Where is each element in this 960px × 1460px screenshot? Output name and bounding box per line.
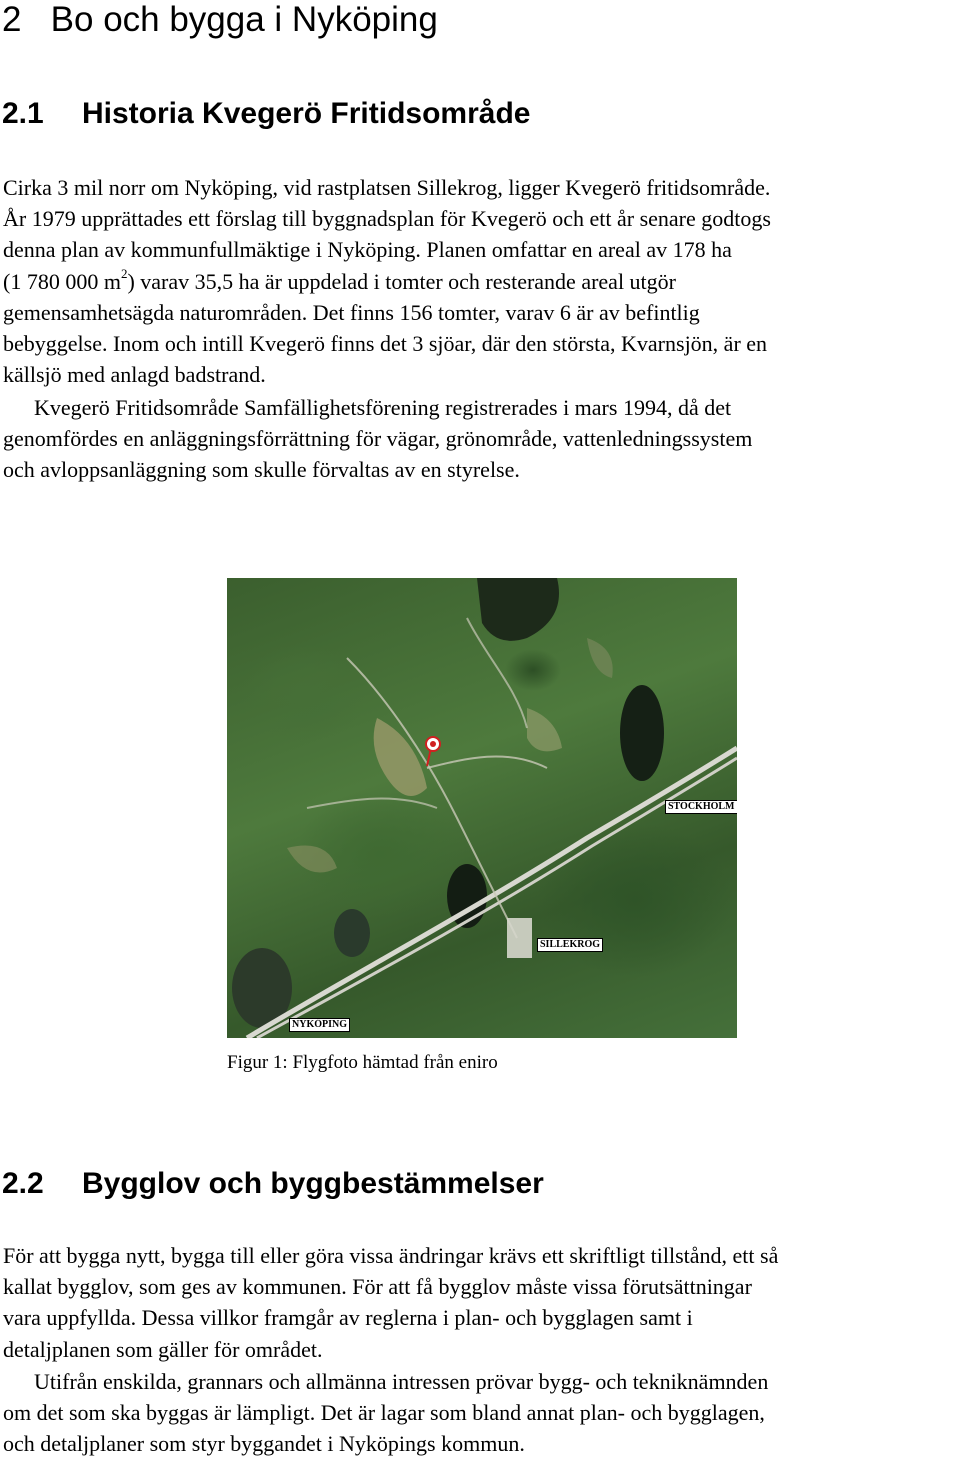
lake-kvarnsjon [620, 685, 664, 781]
field [374, 718, 427, 796]
superscript: 2 [120, 266, 128, 282]
bygglov-paragraph-1 [3, 1240, 960, 1365]
text-line [3, 266, 960, 297]
text-line: bebyggelse. Inom och intill Kvegerö finns det 3 sjöar, där den största, Kvarnsjön, är en [3, 331, 768, 357]
field [587, 638, 613, 678]
section-title: Bygglov och byggbestämmelser [82, 1167, 544, 1200]
text-line: vara uppfyllda. Dessa villkor framgår av reglerna i plan- och bygglagen samt i [3, 1305, 693, 1331]
lake-southwest [334, 909, 370, 957]
text-line: denna plan av kommunfullmäktige i Nyköping. Planen omfattar en areal av 178 ha [3, 237, 732, 263]
location-pin-icon [426, 737, 440, 766]
field [527, 708, 562, 751]
heading-title: Bo och bygga i Nyköping [50, 0, 438, 39]
text-line: kallat bygglov, som ges av kommunen. För att få bygglov måste vissa förutsättningar [3, 1274, 752, 1300]
text-line: Utifrån enskilda, grannars och allmänna intressen prövar bygg- och tekniknämnden [34, 1369, 769, 1394]
text-line: gemensamhetsägda naturområden. Det finns 156 tomter, varav 6 är av befintlig [3, 299, 700, 325]
lake-north [477, 578, 559, 641]
history-paragraph-1 [3, 172, 960, 390]
bygglov-paragraph-2 [3, 1366, 960, 1460]
local-road [307, 799, 437, 808]
text-line: och avloppsanläggning som skulle förvaltas av en styrelse. [3, 457, 520, 483]
section-number: 2.1 [2, 97, 44, 130]
map-label-nykoping: NYKÖPING [289, 1018, 350, 1032]
text-line: För att bygga nytt, bygga till eller göra vissa ändringar krävs ett skriftligt tillstånd, ett så [3, 1243, 779, 1268]
section-number: 2.2 [2, 1167, 44, 1200]
text-line: detaljplanen som gäller för området. [3, 1336, 323, 1362]
heading-number: 2 [2, 0, 22, 39]
text-line: om det som ska byggas är lämpligt. Det är lagar som bland annat plan- och bygglagen, [3, 1400, 765, 1426]
map-label-stockholm: STOCKHOLM [665, 800, 737, 814]
text-fragment: (1 780 000 m [3, 268, 121, 294]
field [287, 846, 337, 873]
text-line: källsjö med anlagd badstrand. [3, 362, 266, 388]
rest-area [507, 918, 532, 958]
text-fragment: ) varav 35,5 ha är uppdelad i tomter och resterande areal utgör [127, 268, 676, 294]
highway-e4 [247, 748, 737, 1038]
history-paragraph-2 [3, 392, 960, 486]
aerial-photo-drawing [227, 578, 737, 1038]
page-heading [2, 0, 438, 42]
text-line: Kvegerö Fritidsområde Samfällighetsförening registrerades i mars 1994, då det [34, 395, 732, 420]
text-line: År 1979 upprättades ett förslag till byggnadsplan för Kvegerö och ett år senare godtogs [3, 206, 771, 232]
section-heading-2-1 [2, 96, 530, 132]
text-line: och detaljplaner som styr byggandet i Nyköpings kommun. [3, 1431, 525, 1457]
text-line: genomfördes en anläggningsförrättning för vägar, grönområde, vattenledningssystem [3, 426, 753, 452]
local-road [427, 756, 547, 768]
section-heading-2-2 [2, 1166, 544, 1202]
text-line: Cirka 3 mil norr om Nyköping, vid rastplatsen Sillekrog, ligger Kvegerö fritidsområde. [3, 175, 771, 200]
aerial-photo [227, 578, 737, 1038]
figure-caption: Figur 1: Flygfoto hämtad från eniro [227, 1052, 498, 1073]
map-label-sillekrog: SILLEKROG [537, 938, 603, 952]
section-title: Historia Kvegerö Fritidsområde [82, 97, 531, 130]
